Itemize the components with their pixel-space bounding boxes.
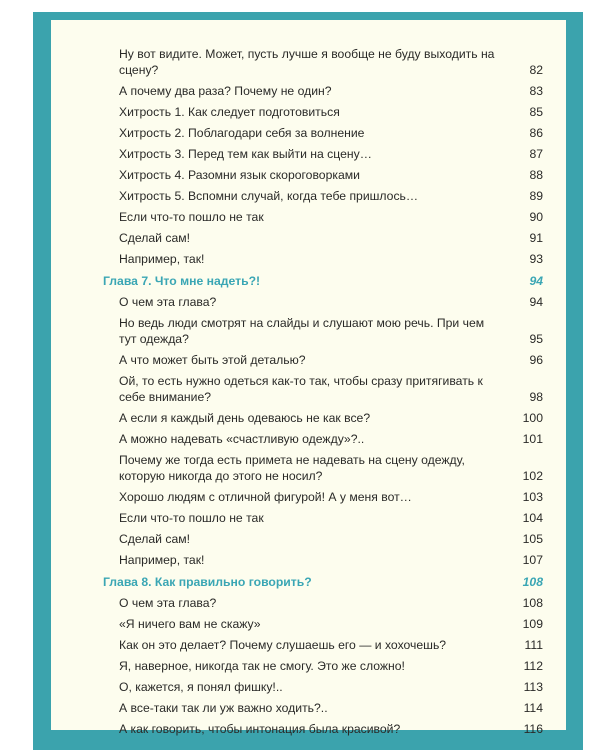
toc-entry-title: Сделай сам! <box>119 231 191 245</box>
toc-entry-title: Глава 8. Как правильно говорить? <box>103 575 312 589</box>
toc-entry <box>119 489 543 505</box>
toc-entry-title: Но ведь люди смотрят на слайды и слушают мою речь. При чем тут одежда? <box>119 316 485 346</box>
toc-entry-page: 85 <box>529 105 543 119</box>
toc-entry-title: Как он это делает? Почему слушаешь его — и хохочешь? <box>119 638 447 652</box>
toc-entry <box>119 552 543 568</box>
toc-entry-page: 114 <box>523 701 543 715</box>
toc-entry-page: 87 <box>529 147 543 161</box>
toc-entry <box>119 679 543 695</box>
toc-entry-page: 94 <box>529 274 543 288</box>
toc-entry-page: 91 <box>529 231 543 245</box>
toc-entry-page: 111 <box>524 638 543 652</box>
toc-entry-title: О, кажется, я понял фишку!.. <box>119 680 283 694</box>
toc-entry-page: 98 <box>529 390 543 404</box>
toc-entry-page: 86 <box>529 126 543 140</box>
toc-entry-page: 108 <box>522 575 543 589</box>
toc-entry-title: Почему же тогда есть примета не надевать на сцену одежду, которую никогда до этого не носил? <box>119 453 465 483</box>
toc-entry-page: 103 <box>522 490 543 504</box>
toc-entry-title: А все-таки так ли уж важно ходить?.. <box>119 701 328 715</box>
toc-entry <box>119 721 543 737</box>
toc-entry-page: 105 <box>522 532 543 546</box>
toc-entry <box>119 83 543 99</box>
toc-entry-page: 116 <box>523 722 543 736</box>
toc-entry-title: Хитрость 2. Поблагодари себя за волнение <box>119 126 365 140</box>
toc-entry-title: Например, так! <box>119 553 205 567</box>
toc-entry <box>119 510 543 526</box>
toc-entry-title: Глава 7. Что мне надеть?! <box>103 274 261 288</box>
toc-entry-page: 82 <box>529 63 543 77</box>
toc-entry-title: Хитрость 1. Как следует подготовиться <box>119 105 340 119</box>
toc-entry-title: Я, наверное, никогда так не смогу. Это же сложно! <box>119 659 405 673</box>
toc-entry-page: 109 <box>522 617 543 631</box>
toc-entry-page: 100 <box>522 411 543 425</box>
toc-entry-title: А можно надевать «счастливую одежду»?.. <box>119 432 365 446</box>
book-page <box>51 20 566 736</box>
toc-entry-page: 89 <box>529 189 543 203</box>
toc-entry-page: 101 <box>522 432 543 446</box>
toc-entry <box>119 637 543 653</box>
toc-entry <box>119 658 543 674</box>
toc-entry-title: Хитрость 3. Перед тем как выйти на сцену… <box>119 147 372 161</box>
toc-entry-title: О чем эта глава? <box>119 295 217 309</box>
toc-entry <box>119 209 543 225</box>
toc-entry-title: А если я каждый день одеваюсь не как все? <box>119 411 371 425</box>
toc-entry <box>119 700 543 716</box>
toc-entry-page: 94 <box>529 295 543 309</box>
toc-entry <box>119 531 543 547</box>
toc-entry <box>119 373 543 405</box>
toc-entry-page: 90 <box>529 210 543 224</box>
toc-entry-title: Сделай сам! <box>119 532 191 546</box>
toc-entry <box>119 125 543 141</box>
toc-entry-page: 83 <box>529 84 543 98</box>
toc-entry-page: 113 <box>523 680 543 694</box>
toc-entry <box>119 595 543 611</box>
toc-entry-title: О чем эта глава? <box>119 596 217 610</box>
table-of-contents <box>51 20 566 737</box>
toc-entry-page: 102 <box>522 469 543 483</box>
toc-entry <box>119 188 543 204</box>
toc-entry-page: 104 <box>522 511 543 525</box>
toc-entry <box>119 616 543 632</box>
toc-entry <box>119 230 543 246</box>
toc-entry <box>119 410 543 426</box>
toc-entry <box>119 315 543 347</box>
toc-entry <box>119 146 543 162</box>
toc-entry-page: 107 <box>522 553 543 567</box>
toc-entry-page: 108 <box>522 596 543 610</box>
toc-entry <box>119 46 543 78</box>
toc-entry <box>119 251 543 267</box>
toc-entry-page: 88 <box>529 168 543 182</box>
toc-entry <box>119 352 543 368</box>
toc-entry-title: Ой, то есть нужно одеться как-то так, чтобы сразу притягивать к себе внимание? <box>119 374 483 404</box>
toc-entry-page: 93 <box>529 252 543 266</box>
chapter-heading <box>103 574 543 590</box>
toc-entry-title: А почему два раза? Почему не один? <box>119 84 332 98</box>
toc-entry-page: 96 <box>529 353 543 367</box>
toc-entry-title: Например, так! <box>119 252 205 266</box>
toc-entry <box>119 104 543 120</box>
toc-entry <box>119 452 543 484</box>
toc-entry-page: 112 <box>523 659 543 673</box>
toc-entry-title: Хорошо людям с отличной фигурой! А у меня вот… <box>119 490 412 504</box>
toc-entry-title: Хитрость 4. Разомни язык скороговорками <box>119 168 360 182</box>
toc-entry-title: «Я ничего вам не скажу» <box>119 617 261 631</box>
toc-entry-page: 95 <box>529 332 543 346</box>
toc-entry <box>119 431 543 447</box>
chapter-heading <box>103 273 543 289</box>
toc-entry <box>119 167 543 183</box>
toc-entry-title: А что может быть этой деталью? <box>119 353 306 367</box>
toc-entry-title: Ну вот видите. Может, пусть лучше я вообще не буду выходить на сцену? <box>119 47 495 77</box>
toc-entry-title: А как говорить, чтобы интонация была красивой? <box>119 722 401 736</box>
toc-entry <box>119 294 543 310</box>
toc-entry-title: Хитрость 5. Вспомни случай, когда тебе пришлось… <box>119 189 419 203</box>
toc-entry-title: Если что-то пошло не так <box>119 511 264 525</box>
toc-entry-title: Если что-то пошло не так <box>119 210 264 224</box>
